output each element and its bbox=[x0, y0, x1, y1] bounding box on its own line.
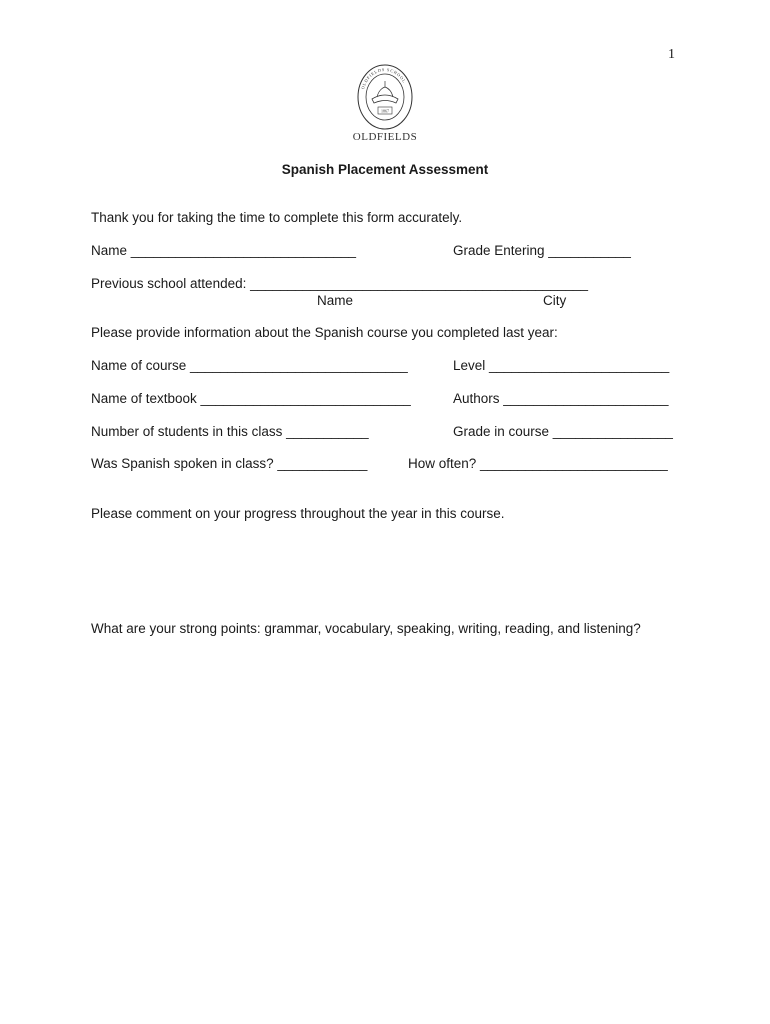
progress-prompt: Please comment on your progress throughout the year in this course. bbox=[91, 506, 505, 521]
name-of-textbook-field[interactable]: Name of textbook ____________________________ bbox=[91, 391, 411, 406]
name-of-course-field[interactable]: Name of course _____________________________ bbox=[91, 358, 408, 373]
name-field[interactable]: Name ______________________________ bbox=[91, 243, 357, 258]
intro-text: Thank you for taking the time to complete this form accurately. bbox=[91, 210, 463, 225]
grade-entering-field[interactable]: Grade Entering ___________ bbox=[453, 243, 631, 258]
authors-field[interactable]: Authors ______________________ bbox=[453, 391, 669, 406]
number-of-students-field[interactable]: Number of students in this class ___________ bbox=[91, 424, 369, 439]
level-field[interactable]: Level ________________________ bbox=[453, 358, 670, 373]
svg-text:OLDFIELDS SCHOOL: OLDFIELDS SCHOOL bbox=[360, 66, 408, 90]
svg-text:1867: 1867 bbox=[381, 108, 389, 114]
how-often-field[interactable]: How often? _________________________ bbox=[408, 456, 668, 471]
previous-school-name-caption: Name bbox=[317, 293, 354, 308]
page-number: 1 bbox=[668, 47, 675, 62]
previous-school-field[interactable]: Previous school attended: _____________________________________________ bbox=[91, 276, 588, 291]
course-prompt: Please provide information about the Spanish course you completed last year: bbox=[91, 325, 558, 340]
previous-school-city-caption: City bbox=[543, 293, 567, 308]
school-seal-logo bbox=[355, 63, 415, 131]
strong-points-prompt: What are your strong points: grammar, vocabulary, speaking, writing, reading, and listening? bbox=[91, 621, 641, 636]
spanish-spoken-field[interactable]: Was Spanish spoken in class? ____________ bbox=[91, 456, 368, 471]
form-title: Spanish Placement Assessment bbox=[281, 162, 489, 177]
grade-in-course-field[interactable]: Grade in course ________________ bbox=[453, 424, 673, 439]
school-name: OLDFIELDS bbox=[352, 131, 418, 143]
